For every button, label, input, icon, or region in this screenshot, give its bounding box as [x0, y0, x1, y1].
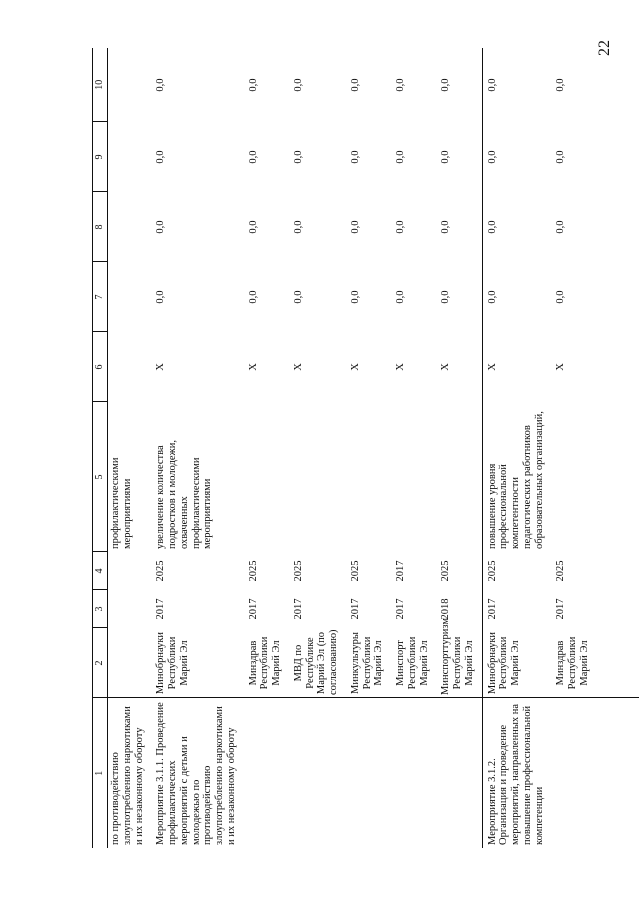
table-cell-col-1 — [244, 698, 289, 848]
table-cell-col-4: 2025 — [247, 560, 259, 582]
table-cell-col-5: увеличение количества подростков и молодежи, охваченных профилактическими мероприятиями — [155, 439, 214, 549]
header-col-6: 6 — [93, 332, 108, 402]
table-cell-col-6: X — [247, 363, 259, 371]
table-cell-col-7 — [108, 262, 152, 332]
table-cell-col-7: 0,0 — [155, 290, 167, 304]
table-cell-col-5 — [436, 402, 482, 552]
table-row — [391, 48, 436, 848]
header-col-7: 7 — [93, 262, 108, 332]
table-cell-col-5 — [289, 402, 346, 552]
table-cell-col-4: 2025 — [440, 560, 452, 582]
table-cell-col-9 — [108, 122, 152, 192]
table-cell-col-8 — [108, 192, 152, 262]
table-cell-col-9: 0,0 — [247, 150, 259, 164]
table-cell-col-1 — [436, 698, 482, 848]
table-cell-col-9: 0,0 — [395, 150, 406, 164]
table-cell-col-4: 2025 — [555, 560, 567, 582]
table-row — [108, 48, 152, 848]
header-col-4: 4 — [93, 552, 108, 590]
table-cell-col-1 — [391, 698, 436, 848]
table-cell-col-10: 0,0 — [292, 78, 304, 92]
table-cell-col-7: 0,0 — [440, 290, 452, 304]
table-cell-col-5: профилактическими мероприятиями — [110, 457, 133, 549]
table-cell-col-6 — [108, 332, 152, 402]
table-cell-col-8: 0,0 — [555, 220, 567, 234]
header-col-10: 10 — [93, 48, 108, 122]
header-col-8: 8 — [93, 192, 108, 262]
table-cell-col-3 — [108, 590, 152, 628]
table-cell-col-5 — [346, 402, 391, 552]
table-cell-col-7: 0,0 — [555, 290, 567, 304]
table-cell-col-2: Минздрав Республики Марий Эл — [555, 636, 590, 690]
table-cell-col-3: 2017 — [349, 598, 361, 620]
table-cell-col-4: 2025 — [292, 560, 304, 582]
table-row — [244, 48, 289, 848]
table-cell-col-10: 0,0 — [349, 78, 361, 92]
table-cell-col-7: 0,0 — [486, 290, 498, 304]
table-cell-col-2: МВД по Республике Марий Эл (по согласованию) — [292, 629, 339, 695]
table-cell-col-9: 0,0 — [349, 150, 361, 164]
table-cell-col-9: 0,0 — [555, 150, 567, 164]
table-cell-col-2: Минобрнауки Республики Марий Эл — [155, 631, 190, 695]
table-cell-col-1: по противодействию злоупотреблению наркотиками и их незаконному обороту — [110, 706, 145, 845]
header-col-2: 2 — [93, 628, 108, 698]
table-cell-col-4: 2025 — [486, 560, 498, 582]
table-cell-col-6: X — [440, 363, 452, 371]
table-cell-col-2 — [108, 628, 152, 698]
column-divider — [92, 697, 639, 698]
table-cell-col-10: 0,0 — [440, 78, 452, 92]
table-cell-col-1: Мероприятие 3.1.1. Проведение профилактических мероприятий с детьми и молодежью по противодействию злоупотреблению наркотиками и их незаконному обороту — [155, 702, 237, 845]
table-cell-col-10: 0,0 — [395, 78, 406, 92]
table-cell-col-3: 2017 — [395, 598, 406, 620]
table-cell-col-6: X — [395, 363, 406, 371]
header-col-1: 1 — [93, 698, 108, 848]
table-cell-col-8: 0,0 — [486, 220, 498, 234]
table-cell-col-3: 2017 — [155, 598, 167, 620]
table-cell-col-3: 2017 — [555, 598, 567, 620]
table-cell-col-10: 0,0 — [555, 78, 567, 92]
table-cell-col-4: 2017 — [395, 560, 406, 582]
table-cell-col-8: 0,0 — [292, 220, 304, 234]
table-cell-col-9: 0,0 — [440, 150, 452, 164]
table-cell-col-6: X — [155, 363, 167, 371]
table-cell-col-10 — [108, 48, 152, 122]
table-cell-col-7: 0,0 — [395, 290, 406, 304]
table-cell-col-3: 2017 — [292, 598, 304, 620]
table-row — [346, 48, 391, 848]
table-cell-col-8: 0,0 — [349, 220, 361, 234]
header-col-5: 5 — [93, 402, 108, 552]
table-cell-col-2: Минобрнауки Республики Марий Эл — [486, 631, 521, 695]
table-cell-col-5: повышение уровня профессиональной компетентности педагогических работников образовательных организаций, — [486, 411, 545, 549]
table-cell-col-6: X — [555, 363, 567, 371]
program-table — [92, 48, 597, 848]
table-cell-col-7: 0,0 — [349, 290, 361, 304]
table-cell-col-1: Мероприятие 3.1.2. Организация и проведение мероприятий, направленных на повышение профессиональной компетенции — [486, 703, 545, 845]
table-cell-col-5 — [391, 402, 436, 552]
table-cell-col-10: 0,0 — [155, 78, 167, 92]
header-row — [93, 48, 108, 848]
table-cell-col-1 — [289, 698, 346, 848]
rotated-table-canvas — [92, 48, 639, 848]
table-cell-col-8: 0,0 — [155, 220, 167, 234]
header-col-9: 9 — [93, 122, 108, 192]
table-cell-col-3: 2018 — [440, 598, 452, 620]
table-cell-col-4: 2025 — [155, 560, 167, 582]
header-col-3: 3 — [93, 590, 108, 628]
table-cell-col-2: Минкультуры Республики Марий Эл — [349, 632, 385, 694]
table-cell-col-5 — [244, 402, 289, 552]
table-cell-col-4 — [108, 552, 152, 590]
table-cell-col-9: 0,0 — [155, 150, 167, 164]
table-cell-col-3: 2017 — [486, 598, 498, 620]
table-row — [289, 48, 346, 848]
table-cell-col-3: 2017 — [247, 598, 259, 620]
table-cell-col-1 — [551, 698, 596, 848]
table-row — [551, 48, 596, 848]
table-cell-col-5 — [551, 402, 596, 552]
table-cell-col-10: 0,0 — [247, 78, 259, 92]
table-cell-col-6: X — [486, 363, 498, 371]
table-cell-col-8: 0,0 — [395, 220, 406, 234]
table-cell-col-6: X — [292, 363, 304, 371]
table-cell-col-4: 2025 — [349, 560, 361, 582]
table-cell-col-7: 0,0 — [292, 290, 304, 304]
table-cell-col-8: 0,0 — [247, 220, 259, 234]
table-cell-col-8: 0,0 — [440, 220, 452, 234]
table-cell-col-6: X — [349, 363, 361, 371]
table-cell-col-1 — [346, 698, 391, 848]
table-cell-col-2: Минспорт Республики Марий Эл — [395, 636, 430, 690]
table-cell-col-2: Минздрав Республики Марий Эл — [247, 636, 282, 690]
table-cell-col-2: Минспорттуризм Республики Марий Эл — [440, 617, 475, 695]
page-number: 22 — [596, 40, 613, 56]
table-cell-col-10: 0,0 — [486, 78, 498, 92]
table-cell-col-9: 0,0 — [292, 150, 304, 164]
table-cell-col-7: 0,0 — [247, 290, 259, 304]
table-row — [436, 48, 482, 848]
table-cell-col-9: 0,0 — [486, 150, 498, 164]
table-row — [151, 48, 243, 848]
table-row — [482, 48, 551, 848]
